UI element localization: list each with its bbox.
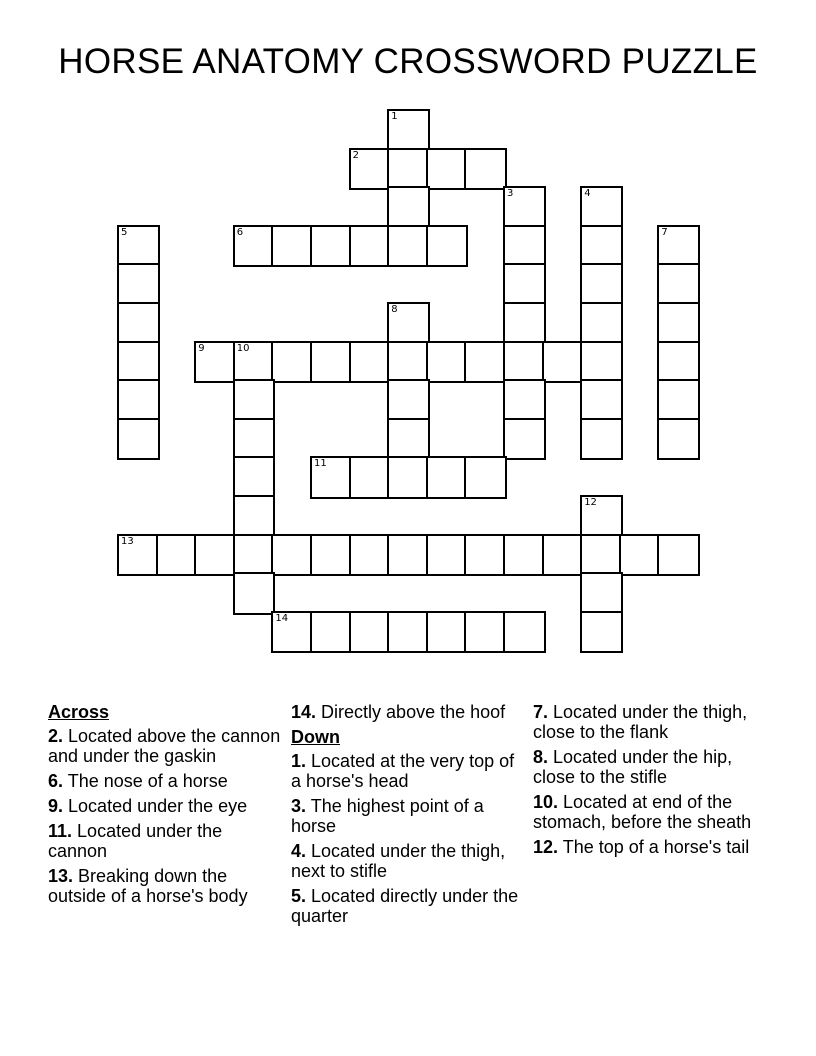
clue-down-7: [533, 702, 768, 742]
grid-cell[interactable]: [464, 611, 507, 654]
clue-across-14: [291, 702, 526, 722]
clue-across-6: [48, 771, 283, 791]
clue-column-2: [291, 702, 526, 931]
grid-cell[interactable]: [580, 379, 623, 422]
grid-cell[interactable]: [464, 456, 507, 499]
clue-number: 13.: [48, 866, 74, 886]
cell-number: 9: [198, 342, 205, 354]
clue-across-2: [48, 726, 283, 766]
grid-cell[interactable]: [349, 341, 392, 384]
grid-cell[interactable]: [426, 225, 469, 268]
grid-cell[interactable]: [387, 186, 430, 229]
grid-cell[interactable]: [349, 534, 392, 577]
grid-cell[interactable]: [271, 534, 314, 577]
grid-cell[interactable]: [426, 611, 469, 654]
clue-text: Located under the eye: [68, 796, 248, 816]
cell-number: 5: [121, 226, 128, 238]
grid-cell[interactable]: [349, 148, 392, 191]
clue-text: The highest point of a horse: [291, 796, 484, 836]
grid-cell[interactable]: [503, 341, 546, 384]
clue-number: 6.: [48, 771, 64, 791]
clue-text: Located under the thigh, next to stifle: [291, 841, 506, 881]
clue-number: 11.: [48, 821, 73, 841]
clue-number: 8.: [533, 747, 549, 767]
cell-number: 10: [236, 342, 250, 354]
grid-cell[interactable]: [426, 456, 469, 499]
clue-text: The top of a horse's tail: [562, 837, 750, 857]
grid-cell[interactable]: [542, 341, 585, 384]
grid-cell[interactable]: [503, 534, 546, 577]
cell-number: 6: [236, 226, 244, 238]
grid-cell[interactable]: [657, 302, 700, 345]
grid-cell[interactable]: [387, 148, 430, 191]
clue-number: 14.: [291, 702, 317, 722]
clue-column-3: [533, 702, 768, 862]
grid-cell[interactable]: [194, 534, 237, 577]
grid-cell[interactable]: [233, 379, 276, 422]
grid-cell[interactable]: [310, 225, 353, 268]
grid-cell[interactable]: [426, 148, 469, 191]
grid-cell[interactable]: [271, 341, 314, 384]
grid-cell[interactable]: [349, 456, 392, 499]
clue-text: Breaking down the outside of a horse's body: [48, 866, 248, 906]
clue-text: Located at end of the stomach, before the sheath: [533, 792, 752, 832]
clue-number: 7.: [533, 702, 549, 722]
grid-cell[interactable]: [426, 534, 469, 577]
clue-text: Located under the cannon: [48, 821, 223, 861]
clue-down-5: [291, 886, 526, 926]
grid-cell[interactable]: [657, 379, 700, 422]
across-heading: Across: [48, 702, 110, 722]
clue-text: Located under the thigh, close to the flank: [533, 702, 748, 742]
clue-across-9: [48, 796, 283, 816]
grid-cell[interactable]: [542, 534, 585, 577]
grid-cell[interactable]: [580, 225, 623, 268]
clue-text: Located directly under the quarter: [291, 886, 519, 926]
clue-across-13: [48, 866, 283, 906]
grid-cell[interactable]: [387, 341, 430, 384]
grid-cell[interactable]: [233, 225, 276, 268]
grid-cell[interactable]: [464, 341, 507, 384]
cell-number: 2: [352, 149, 359, 161]
grid-cell[interactable]: [464, 148, 507, 191]
grid-cell[interactable]: [464, 534, 507, 577]
clue-number: 3.: [291, 796, 307, 816]
grid-cell[interactable]: [503, 611, 546, 654]
clue-text: Located at the very top of a horse's head: [291, 751, 515, 791]
grid-cell[interactable]: [233, 341, 276, 384]
grid-cell[interactable]: [117, 341, 160, 384]
clue-text: Directly above the hoof: [321, 702, 506, 722]
grid-cell[interactable]: [117, 418, 160, 461]
cell-number: 14: [275, 612, 289, 624]
grid-cell[interactable]: [194, 341, 237, 384]
page-title: HORSE ANATOMY CROSSWORD PUZZLE: [58, 42, 758, 81]
grid-cell[interactable]: [233, 495, 276, 538]
grid-cell[interactable]: [310, 341, 353, 384]
grid-cell[interactable]: [387, 225, 430, 268]
grid-cell[interactable]: [503, 302, 546, 345]
grid-cell[interactable]: [387, 534, 430, 577]
grid-cell[interactable]: [117, 263, 160, 306]
down-heading: Down: [291, 727, 340, 747]
grid-cell[interactable]: [580, 534, 623, 577]
grid-cell[interactable]: [657, 341, 700, 384]
grid-cell[interactable]: [233, 418, 276, 461]
grid-cell[interactable]: [387, 418, 430, 461]
grid-cell[interactable]: [503, 418, 546, 461]
grid-cell[interactable]: [426, 341, 469, 384]
grid-cell[interactable]: [117, 379, 160, 422]
grid-cell[interactable]: [233, 572, 276, 615]
clue-text: The nose of a horse: [67, 771, 228, 791]
clue-text: Located under the hip, close to the stifle: [533, 747, 733, 787]
grid-cell[interactable]: [117, 302, 160, 345]
clue-down-4: [291, 841, 526, 881]
cell-number: 13: [121, 535, 134, 547]
grid-cell[interactable]: [503, 263, 546, 306]
cell-number: 4: [584, 188, 591, 200]
clue-down-12: [533, 837, 768, 857]
clue-down-1: [291, 751, 526, 791]
grid-cell[interactable]: [233, 534, 276, 577]
grid-cell[interactable]: [387, 379, 430, 422]
grid-cell[interactable]: [580, 341, 623, 384]
grid-cell[interactable]: [580, 572, 623, 615]
grid-cell[interactable]: [503, 225, 546, 268]
grid-cell[interactable]: [503, 379, 546, 422]
clue-column-1: [48, 702, 283, 911]
cell-number: 1: [391, 111, 398, 122]
clue-number: 1.: [291, 751, 307, 771]
clue-down-10: [533, 792, 768, 832]
clue-number: 12.: [533, 837, 559, 857]
grid-cell[interactable]: [580, 418, 623, 461]
grid-cell[interactable]: [117, 534, 160, 577]
grid-cell[interactable]: [657, 418, 700, 461]
grid-cell[interactable]: [156, 534, 199, 577]
grid-cell[interactable]: [310, 534, 353, 577]
grid-cell[interactable]: [387, 611, 430, 654]
cell-number: 7: [661, 226, 668, 238]
clue-number: 9.: [48, 796, 64, 816]
cell-number: 8: [391, 304, 398, 315]
grid-cell[interactable]: [657, 534, 700, 577]
cell-number: 12: [584, 497, 597, 508]
grid-cell[interactable]: [580, 611, 623, 654]
grid-cell[interactable]: [310, 456, 353, 499]
grid-cell[interactable]: [580, 186, 623, 229]
grid-cell[interactable]: [349, 225, 392, 268]
cell-number: 11: [314, 458, 327, 470]
grid-cell[interactable]: [310, 611, 353, 654]
grid-cell[interactable]: [271, 611, 314, 654]
grid-cell[interactable]: [387, 302, 430, 345]
clue-number: 10.: [533, 792, 559, 812]
grid-cell[interactable]: [387, 456, 430, 499]
grid-cell[interactable]: [233, 456, 276, 499]
clue-across-11: [48, 821, 283, 861]
grid-cell[interactable]: [271, 225, 314, 268]
grid-cell[interactable]: [117, 225, 160, 268]
grid-cell[interactable]: [349, 611, 392, 654]
clue-number: 5.: [291, 886, 307, 906]
clue-number: 4.: [291, 841, 307, 861]
grid-cell[interactable]: [580, 302, 623, 345]
grid-cell[interactable]: [580, 263, 623, 306]
grid-cell[interactable]: [387, 109, 430, 152]
grid-cell[interactable]: [657, 263, 700, 306]
clue-number: 2.: [48, 726, 64, 746]
grid-cell[interactable]: [619, 534, 662, 577]
grid-cell[interactable]: [580, 495, 623, 538]
clue-text: Located above the cannon and under the gaskin: [48, 726, 281, 766]
grid-cell[interactable]: [503, 186, 546, 229]
clue-down-8: [533, 747, 768, 787]
grid-cell[interactable]: [657, 225, 700, 268]
clue-down-3: [291, 796, 526, 836]
cell-number: 3: [507, 188, 514, 200]
